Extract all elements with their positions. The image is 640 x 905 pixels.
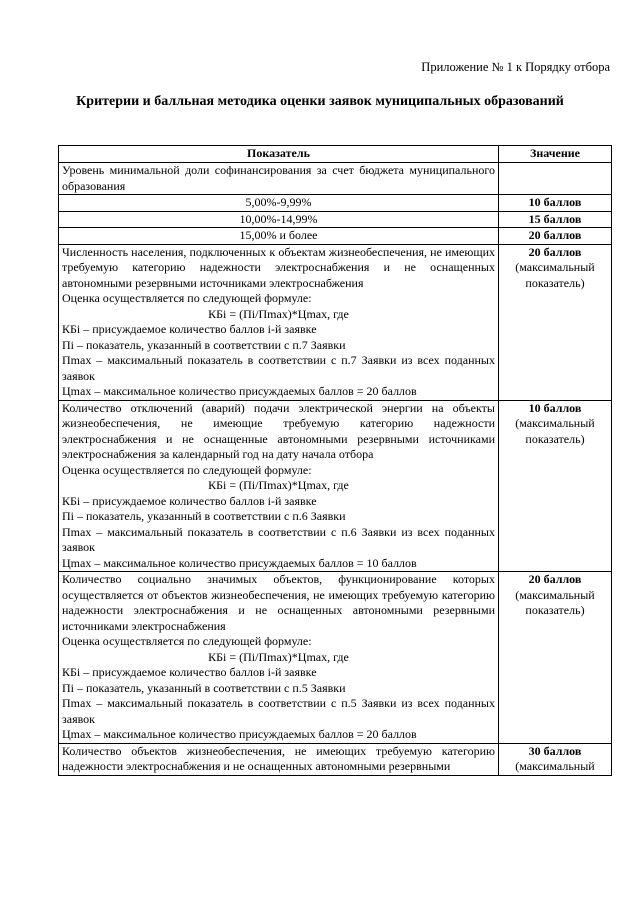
score-value: 20 баллов bbox=[528, 572, 582, 586]
table-row bbox=[59, 743, 612, 775]
cofin-score: 20 баллов bbox=[528, 228, 582, 242]
formula-term: Цmax – максимальное количество присуждаемых баллов = 20 баллов bbox=[62, 727, 417, 741]
appendix-label: Приложение № 1 к Порядку отбора bbox=[421, 60, 610, 74]
score-value: 30 баллов bbox=[528, 743, 582, 758]
formula-term: Цmax – максимальное количество присуждаемых баллов = 20 баллов bbox=[62, 384, 417, 398]
indicator-text: Количество объектов жизнеобеспечения, не имеющих требуемую категорию надежности электроснабжения и не оснащенных автономными резервными bbox=[62, 743, 495, 773]
indicator-text: Количество социально значимых объектов, функционирование которых осуществляется от объектов жизнеобеспечения, не имеющих требуемую категорию надежности электроснабжения и не оснащенных автономными резервными источниками электроснабжения bbox=[62, 572, 495, 633]
formula-term: Цmax – максимальное количество присуждаемых баллов = 10 баллов bbox=[62, 555, 417, 570]
table-row bbox=[59, 244, 612, 400]
formula-term: КБi – присуждаемое количество баллов i-й заявке bbox=[62, 665, 317, 679]
table-row bbox=[59, 228, 612, 245]
indicator-outages bbox=[59, 400, 499, 572]
table-row bbox=[59, 211, 612, 228]
formula-term: Пi – показатель, указанный в соответствии с п.7 Заявки bbox=[62, 337, 346, 352]
indicator-social-objects bbox=[59, 572, 499, 744]
cofin-score: 10 баллов bbox=[528, 195, 582, 209]
score-note: (максимальный показатель) bbox=[515, 260, 595, 290]
indicator-cofinancing: Уровень минимальной доли софинансирования за счет бюджета муниципального образования bbox=[59, 163, 499, 195]
cofin-range: 5,00%-9,99% bbox=[59, 195, 499, 212]
evaluation-note: Оценка осуществляется по следующей формуле: bbox=[62, 291, 312, 305]
formula-term: Пi – показатель, указанный в соответствии с п.5 Заявки bbox=[62, 680, 346, 695]
formula: КБi = (Пi/Пmax)*Цmax, где bbox=[208, 306, 349, 321]
criteria-table bbox=[58, 145, 612, 776]
evaluation-note: Оценка осуществляется по следующей формуле: bbox=[62, 634, 312, 648]
indicator-text: Численность населения, подключенных к объектам жизнеобеспечения, не имеющих требуемую категорию надежности электроснабжения и не оснащенных автономными резервными источниками электроснабжения bbox=[62, 244, 495, 290]
cofin-score: 15 баллов bbox=[528, 211, 582, 226]
formula: КБi = (Пi/Пmax)*Цmax, где bbox=[208, 649, 349, 664]
formula-term: Пmax – максимальный показатель в соответствии с п.5 Заявки из всех поданных заявок bbox=[62, 696, 495, 726]
formula: КБi = (Пi/Пmax)*Цmax, где bbox=[208, 478, 349, 492]
score-note: (максимальный показатель) bbox=[515, 587, 595, 617]
table-row bbox=[59, 572, 612, 744]
score-note: (максимальный bbox=[515, 759, 595, 773]
column-header-value: Значение bbox=[499, 146, 612, 163]
formula-term: КБi – присуждаемое количество баллов i-й заявке bbox=[62, 493, 317, 508]
column-header-indicator: Показатель bbox=[59, 146, 499, 163]
table-row bbox=[59, 163, 612, 195]
indicator-population bbox=[59, 244, 499, 400]
formula-term: КБi – присуждаемое количество баллов i-й заявке bbox=[62, 322, 317, 336]
table-row bbox=[59, 195, 612, 212]
table-header-row bbox=[59, 146, 612, 163]
formula-term: Пmax – максимальный показатель в соответствии с п.6 Заявки из всех поданных заявок bbox=[62, 524, 495, 554]
formula-term: Пi – показатель, указанный в соответствии с п.6 Заявки bbox=[62, 509, 346, 523]
evaluation-note: Оценка осуществляется по следующей формуле: bbox=[62, 462, 312, 477]
indicator-text: Количество отключений (аварий) подачи электрической энергии на объекты жизнеобеспечения, не имеющие требуемую категорию надежности электроснабжения и не оснащенные автономными резервными источниками электроснабжения за календарный год на дату начала отбора bbox=[62, 400, 495, 461]
cofin-range: 15,00% и более bbox=[59, 228, 499, 245]
score-value: 20 баллов bbox=[528, 244, 582, 259]
formula-term: Пmax – максимальный показатель в соответствии с п.7 Заявки из всех поданных заявок bbox=[62, 353, 495, 383]
score-value: 10 баллов bbox=[528, 400, 582, 415]
document-title: Критерии и балльная методика оценки заявок муниципальных образований bbox=[76, 94, 564, 109]
indicator-objects bbox=[59, 743, 499, 775]
score-note: (максимальный показатель) bbox=[515, 416, 595, 446]
table-row bbox=[59, 400, 612, 572]
cofin-range: 10,00%-14,99% bbox=[59, 211, 499, 228]
